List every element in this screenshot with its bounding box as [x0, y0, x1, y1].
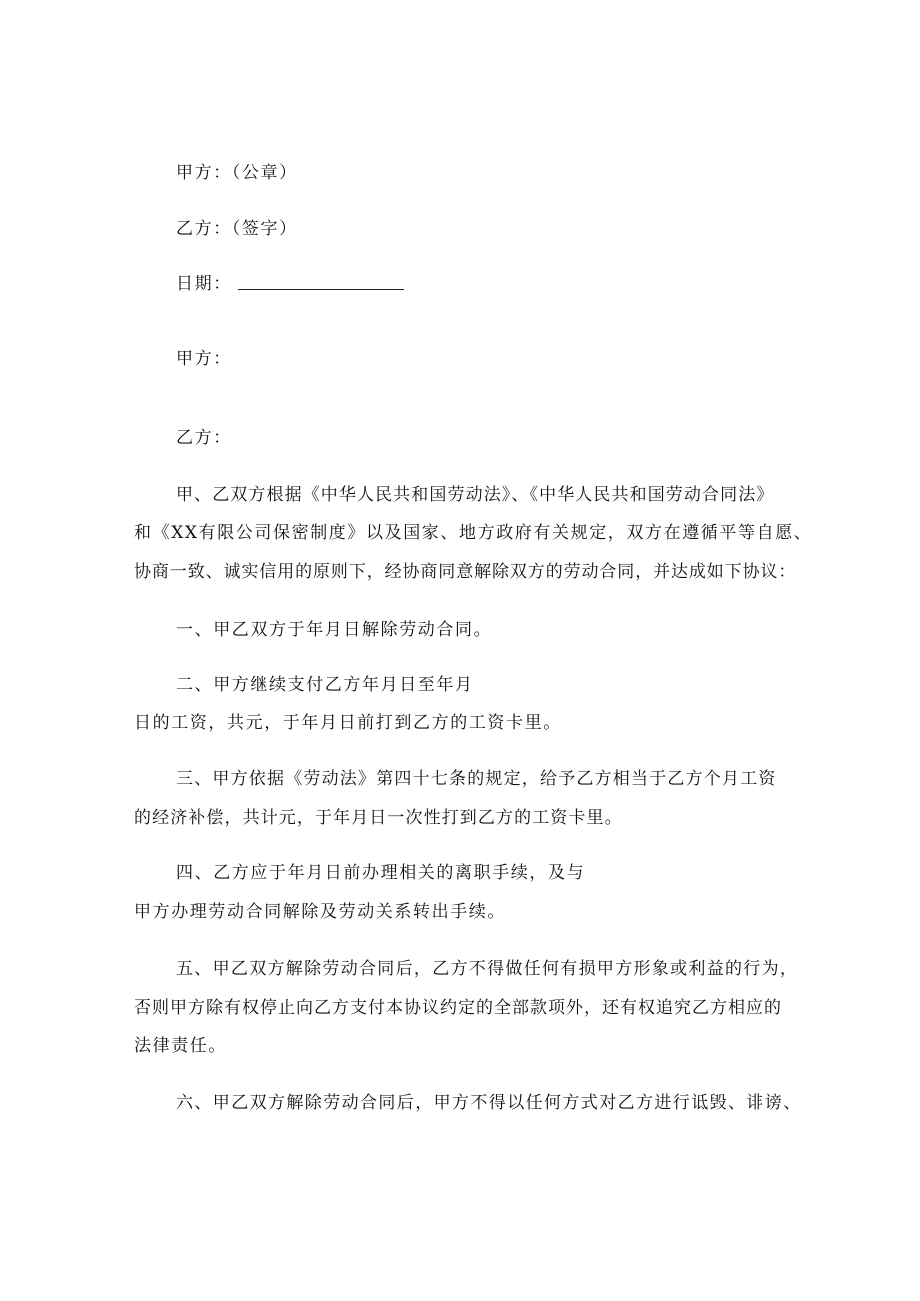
- clause-2-line-2: 日的工资，共元，于年月日前打到乙方的工资卡里。: [134, 713, 562, 733]
- intro-line-1: 甲、乙双方根据《中华人民共和国劳动法》、《中华人民共和国劳动合同法》: [176, 485, 775, 505]
- party-b-label: 乙方：: [176, 428, 232, 448]
- clause-5-line-1: 五、甲乙双方解除劳动合同后，乙方不得做任何有损甲方形象或利益的行为，: [176, 959, 799, 979]
- date-label: 日期：: [176, 274, 232, 294]
- intro-line-3: 协商一致、诚实信用的原则下，经协商同意解除双方的劳动合同，并达成如下协议：: [134, 562, 797, 582]
- party-a-label: 甲方：: [176, 349, 232, 369]
- clause-4-line-2: 甲方办理劳动合同解除及劳动关系转出手续。: [134, 902, 506, 922]
- clause-5-line-2: 否则甲方除有权停止向乙方支付本协议约定的全部款项外，还有权追究乙方相应的: [134, 998, 782, 1018]
- party-a-seal-line: 甲方：（公章）: [176, 163, 298, 183]
- clause-3-line-2: 的经济补偿，共计元，于年月日一次性打到乙方的工资卡里。: [134, 808, 623, 828]
- clause-3-line-1: 三、甲方依据《劳动法》第四十七条的规定，给予乙方相当于乙方个月工资: [176, 769, 777, 789]
- clause-5-line-3: 法律责任。: [134, 1036, 227, 1056]
- clause-4-line-1: 四、乙方应于年月日前办理相关的离职手续，及与: [176, 863, 586, 883]
- clause-1: 一、甲乙双方于年月日解除劳动合同。: [176, 620, 493, 640]
- date-blank-underline: [238, 289, 404, 290]
- clause-2-line-1: 二、甲方继续支付乙方年月日至年月: [176, 675, 474, 695]
- clause-6-line-1: 六、甲乙双方解除劳动合同后，甲方不得以任何方式对乙方进行诋毁、诽谤、: [176, 1093, 802, 1113]
- party-b-sign-line: 乙方：（签字）: [176, 219, 298, 239]
- intro-line-2: 和《XX有限公司保密制度》以及国家、地方政府有关规定，双方在遵循平等自愿、: [134, 523, 813, 543]
